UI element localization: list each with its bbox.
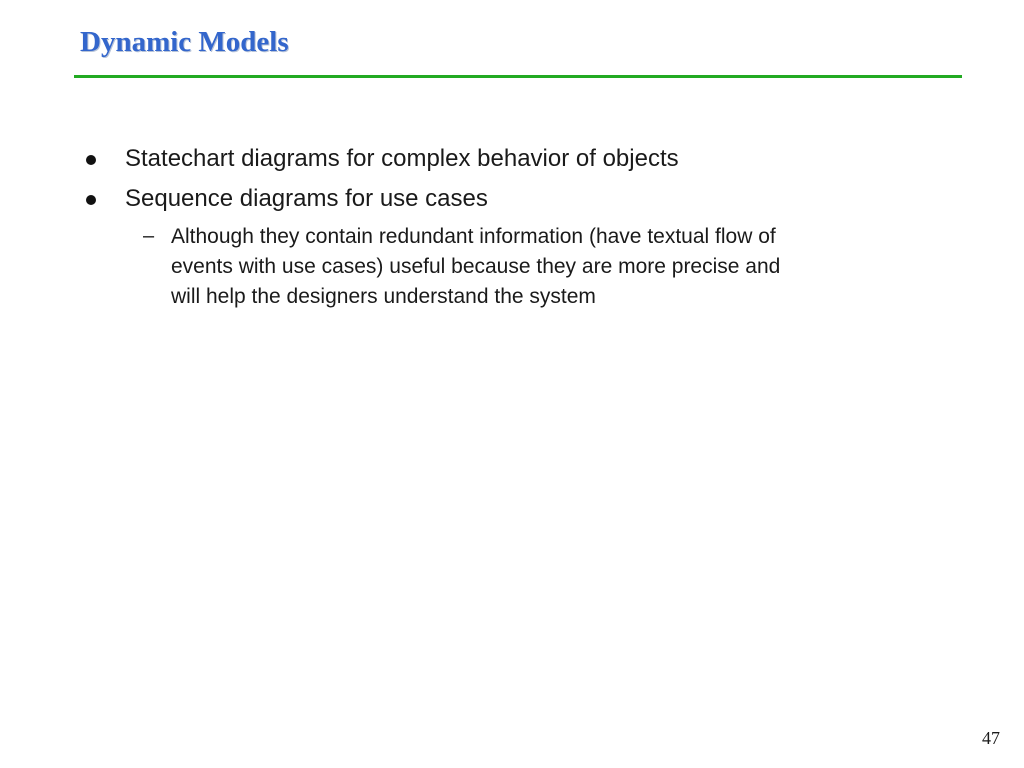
title-underline-rule (74, 75, 962, 78)
bullet-item: Statechart diagrams for complex behavior of objects (125, 145, 679, 172)
sub-bullet-line: events with use cases) useful because they are more precise and (171, 255, 781, 278)
slide-title: Dynamic Models (80, 26, 289, 58)
bullet-item: Sequence diagrams for use cases (125, 185, 488, 212)
sub-bullet-line: Although they contain redundant information (have textual flow of (171, 225, 776, 248)
sub-bullet-dash-icon: – (143, 225, 155, 247)
sub-bullet-item (171, 222, 931, 312)
bullet-dot-icon (86, 195, 96, 205)
bullet-dot-icon (86, 155, 96, 165)
sub-bullet-line: will help the designers understand the system (171, 285, 596, 308)
page-number: 47 (982, 728, 1000, 748)
